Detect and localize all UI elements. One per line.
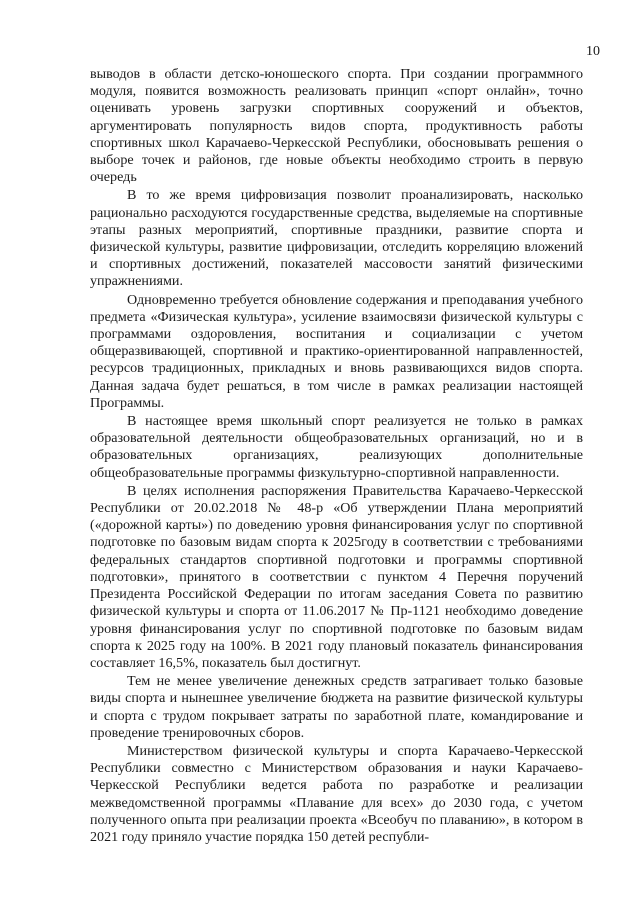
paragraph: В настоящее время школьный спорт реализуется не только в рамках образовательной деятельности общеобразовательных организаций, но и в образовательных организациях, реализующих дополнительные общеобразовательные программы физкультурно-спортивной направленности. [90, 413, 583, 481]
paragraph: Одновременно требуется обновление содержания и преподавания учебного предмета «Физическая культура», усиление взаимосвязи физической культуры с программами оздоровления, воспитания и социализации с учетом общеразвивающей, спортивной и практико-ориентированной направленностей, ресурсов традиционных, прикладных и вновь развивающихся видов спорта. Данная задача будет решаться, в том числе в рамках реализации настоящей Программы. [90, 291, 583, 411]
paragraph: В то же время цифровизация позволит проанализировать, насколько рационально расходуются государственные средства, выделяемые на спортивные этапы разных мероприятий, спортивные праздники, развитие спорта и физической культуры, развитие цифровизации, отследить корреляцию вложений и спортивных достижений, показателей массовости занятий физическими упражнениями. [90, 187, 583, 290]
paragraph: выводов в области детско-юношеского спорта. При создании программного модуля, появится возможность реализовать принцип «спорт онлайн», точно оценивать уровень загрузки спортивных сооружений и объектов, аргументировать популярность видов спорта, продуктивность работы спортивных школ Карачаево-Черкесской Республики, обосновывать решения о выборе точек и районов, где новые объекты необходимо строить в первую очередь [90, 66, 583, 186]
document-body [90, 66, 583, 846]
paragraph: Тем не менее увеличение денежных средств затрагивает только базовые виды спорта и нынешнее увеличение бюджета на развитие физической культуры и спорта с трудом покрывает затраты по заработной плате, командирование и проведение тренировочных сборов. [90, 673, 583, 741]
paragraph: Министерством физической культуры и спорта Карачаево-Черкесской Республики совместно с Министерством образования и науки Карачаево-Черкесской Республики ведется работа по разработке и реализации межведомственной программы «Плавание для всех» до 2030 года, с учетом полученного опыта при реализации проекта «Всеобуч по плаванию», в котором в 2021 году приняло участие порядка 150 детей республи- [90, 742, 583, 845]
page-number: 10 [586, 44, 600, 59]
paragraph: В целях исполнения распоряжения Правительства Карачаево-Черкесской Республики от 20.02.2018 № 48-р «Об утверждении Плана мероприятий («дорожной карты») по доведению уровня финансирования услуг по спортивной подготовке по базовым видам спорта к 2025году в соответствии с требованиями федеральных стандартов спортивной подготовки и программы спортивной подготовки», принятого в соответствии с пунктом 4 Перечня поручений Президента Российской Федерации по итогам заседания Совета по развитию физической культуры и спорта от 11.06.2017 № Пр-1121 необходимо доведение уровня финансирования услуг по спортивной подготовке по базовым видам спорта к 2025 году на 100%. В 2021 году плановый показатель финансирования составляет 16,5%, показатель был достигнут. [90, 482, 583, 671]
